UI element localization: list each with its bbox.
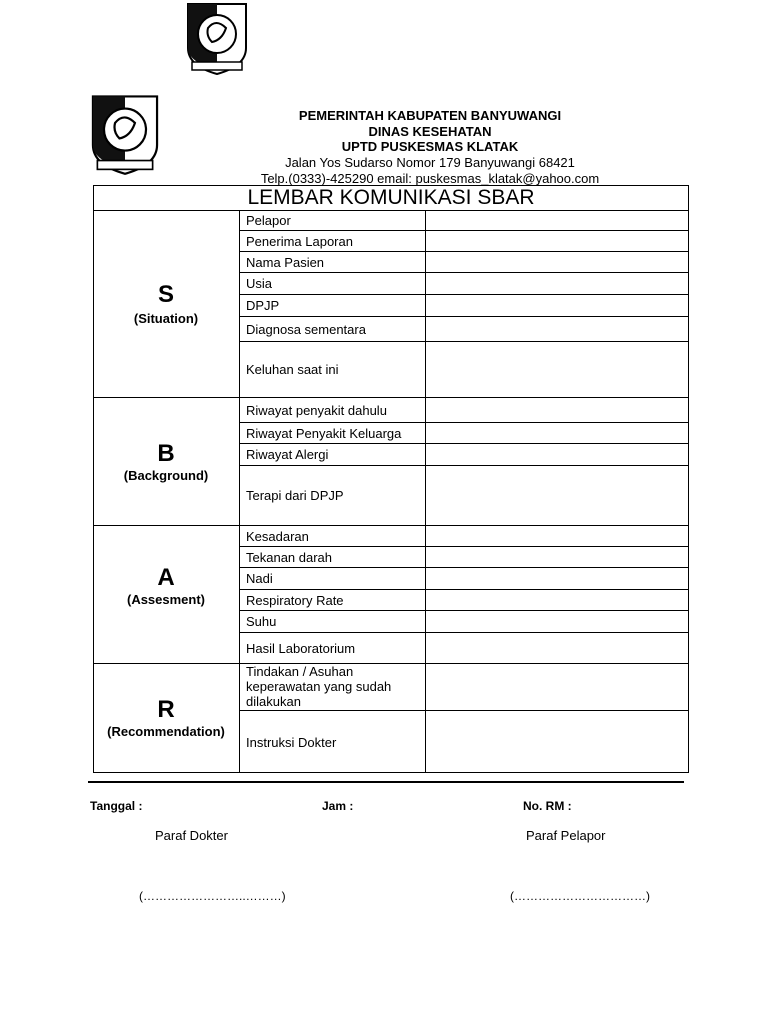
signature-line-dokter[interactable]: (……………………..………) [139, 889, 286, 903]
row-label: Diagnosa sementara [240, 317, 426, 341]
row-label: Keluhan saat ini [240, 342, 426, 397]
footer-divider [88, 781, 684, 783]
row-label: Riwayat Penyakit Keluarga [240, 423, 426, 443]
form-row [240, 444, 689, 466]
form-row [240, 317, 689, 342]
row-label: Usia [240, 273, 426, 294]
section-letter: B [157, 440, 175, 467]
row-label: Terapi dari DPJP [240, 466, 426, 525]
field-instruksi-dokter[interactable] [426, 711, 689, 773]
section-letter: R [157, 696, 175, 723]
field-pelapor[interactable] [426, 211, 689, 230]
section-name: (Background) [123, 468, 209, 483]
row-label: Respiratory Rate [240, 590, 426, 610]
form-row [240, 633, 689, 664]
field-tekanan-darah[interactable] [426, 547, 689, 567]
form-row [240, 211, 689, 231]
regency-crest-icon [85, 92, 165, 176]
section-recommendation [93, 664, 240, 773]
no-rm-label: No. RM : [523, 799, 572, 813]
field-nama-pasien[interactable] [426, 252, 689, 272]
row-label: Suhu [240, 611, 426, 632]
form-row [240, 664, 689, 711]
row-label: Instruksi Dokter [240, 711, 426, 773]
letterhead [230, 108, 630, 187]
tanggal-label: Tanggal : [90, 799, 143, 813]
header-clinic: UPTD PUSKESMAS KLATAK [341, 139, 519, 154]
form-row [240, 423, 689, 444]
form-row [240, 526, 689, 547]
header-contact: Telp.(0333)-425290 email: puskesmas_klatak@yahoo.com [260, 170, 600, 186]
field-usia[interactable] [426, 273, 689, 294]
form-row [240, 231, 689, 252]
row-label: Tindakan / Asuhan keperawatan yang sudah dilakukan [240, 664, 426, 710]
header-address: Jalan Yos Sudarso Nomor 179 Banyuwangi 68421 [285, 154, 575, 170]
section-assessment [93, 526, 240, 664]
form-row [240, 342, 689, 398]
regency-crest-icon [182, 0, 252, 76]
header-government: PEMERINTAH KABUPATEN BANYUWANGI [298, 108, 562, 123]
field-riwayat-penyakit-keluarga[interactable] [426, 423, 689, 443]
section-situation [93, 211, 240, 398]
field-suhu[interactable] [426, 611, 689, 632]
form-row [240, 252, 689, 273]
section-letter: A [157, 564, 175, 591]
field-terapi-dari-dpjp[interactable] [426, 466, 689, 525]
form-row [240, 590, 689, 611]
row-label: Riwayat Alergi [240, 444, 426, 465]
section-name: (Situation) [133, 311, 199, 326]
section-background [93, 398, 240, 526]
field-dpjp[interactable] [426, 295, 689, 316]
top-crest-logo [182, 0, 252, 76]
field-tindakan-asuhan[interactable] [426, 664, 689, 710]
field-riwayat-alergi[interactable] [426, 444, 689, 465]
form-row [240, 711, 689, 773]
signature-line-pelapor[interactable]: (……………………………) [510, 889, 650, 903]
form-row [240, 273, 689, 295]
row-label: Hasil Laboratorium [240, 633, 426, 663]
row-label: Riwayat penyakit dahulu [240, 398, 426, 422]
paraf-dokter-label: Paraf Dokter [155, 828, 228, 843]
row-label: Kesadaran [240, 526, 426, 546]
form-row [240, 547, 689, 568]
field-hasil-laboratorium[interactable] [426, 633, 689, 663]
header-department: DINAS KESEHATAN [368, 123, 492, 139]
field-diagnosa-sementara[interactable] [426, 317, 689, 341]
form-row [240, 466, 689, 526]
jam-label: Jam : [322, 799, 354, 813]
field-keluhan-saat-ini[interactable] [426, 342, 689, 397]
form-row [240, 295, 689, 317]
field-respiratory-rate[interactable] [426, 590, 689, 610]
row-label: Pelapor [240, 211, 426, 230]
form-title: LEMBAR KOMUNIKASI SBAR [93, 185, 689, 211]
row-label: Penerima Laporan [240, 231, 426, 251]
row-label: Nadi [240, 568, 426, 589]
section-name: (Assesment) [126, 592, 206, 607]
form-row [240, 398, 689, 423]
row-label: Nama Pasien [240, 252, 426, 272]
field-kesadaran[interactable] [426, 526, 689, 546]
section-name: (Recommendation) [107, 724, 225, 739]
field-penerima-laporan[interactable] [426, 231, 689, 251]
section-letter: S [157, 281, 174, 308]
paraf-pelapor-label: Paraf Pelapor [526, 828, 606, 843]
row-label: DPJP [240, 295, 426, 316]
main-crest-logo [85, 92, 165, 176]
row-label: Tekanan darah [240, 547, 426, 567]
field-riwayat-penyakit-dahulu[interactable] [426, 398, 689, 422]
form-row [240, 568, 689, 590]
field-nadi[interactable] [426, 568, 689, 589]
form-row [240, 611, 689, 633]
